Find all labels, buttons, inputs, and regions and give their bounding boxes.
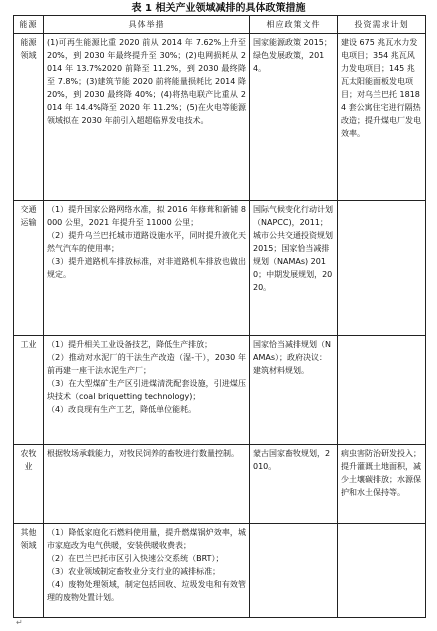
- row-investment: [338, 336, 426, 445]
- row-policy: 国际气候变化行动计划（NAPCC)，2011；城市公共交通投资规划 2015；国家恰当减排规划（NAMAs) 2010；中期发展规划，2020。: [250, 201, 338, 336]
- table-row: [14, 445, 426, 524]
- row-policy: 国家恰当减排规划（NAMAs）；政府决议：建筑材料规划。: [250, 336, 338, 445]
- row-policy: [250, 524, 338, 618]
- measure-item: （1）提升相关工业设备技艺，降低生产排放；: [47, 340, 213, 349]
- measure-item: （4）废物处理领域，制定包括回收、垃圾发电和有效管理的废物处置计划。: [47, 580, 246, 602]
- row-domain: 其他领域: [14, 524, 44, 618]
- measure-item: （2）提升乌兰巴托城市道路设施水平，同时提升液化天然气汽车的使用率；: [47, 231, 246, 253]
- row-domain: 交通运输: [14, 201, 44, 336]
- measure-item: (1)可再生能源比重 2020 前从 2014 年 7.62%上升至 20%，到 2030 年最终提升至 30%；(2)电网损耗从 2014 年 13.7%2020 前降至 11.2%，到 2030 最终降至 7.8%；(3)建筑节能 2020 前将能量损耗比 2014 降 20%，到 2030 最终降 40%；(4)将热电联产比重从 2014 年 14.4%降至 2020 年 11.2%；(5)在火电等能源领域拟在 2030 年前引入超超临界发电技术。: [47, 38, 246, 125]
- column-header-investment: 投资需求计划: [338, 16, 426, 34]
- policy-table: [13, 15, 426, 618]
- measure-item: （3）农业领域制定畜牧业分支行业的减排标准；: [47, 567, 221, 576]
- measure-item: （1）提升国家公路网络水准，拟 2016 年修葺和新铺 8000 公里，2021 年提升至 11000 公里；: [47, 205, 246, 227]
- measure-item: 根据牧场承载能力，对牧民饲养的畜牧进行数量控制。: [47, 449, 239, 458]
- table-title: 表 1 相关产业领域减排的具体政策措施: [131, 3, 306, 14]
- measure-item: （4）改良现有生产工艺，降低单位能耗。: [47, 405, 197, 414]
- row-investment: 病虫害防治研发投入；提升灌溉土地面积，减少土壤碳排放；水源保护和水土保持等。: [338, 445, 426, 524]
- row-policy: 蒙古国家畜牧规划，2010。: [250, 445, 338, 524]
- row-investment: 建设 675 兆瓦水力发电项目；354 兆瓦风力发电项目；145 兆瓦太阳能面板发电项目；对乌兰巴托 18184 套公寓住宅进行隔热改造；提升煤电厂发电效率。: [338, 34, 426, 201]
- column-header-measures: 具体举措: [44, 16, 250, 34]
- measure-item: （3）提升道路机车排放标准，对非道路机车排放也做出规定。: [47, 257, 246, 279]
- paragraph-mark-icon: ↵: [16, 618, 23, 627]
- measure-item: （3）在大型煤矿生产区引进煤清洗配套设施，引进煤压块技术（coal briquetting technology)；: [47, 379, 246, 401]
- table-row: [14, 524, 426, 618]
- column-header-policy: 相应政策文件: [250, 16, 338, 34]
- row-measures: [44, 524, 250, 618]
- row-domain: 工业: [14, 336, 44, 445]
- column-header-domain: 能源: [14, 16, 44, 34]
- table-row: [14, 336, 426, 445]
- row-measures: [44, 445, 250, 524]
- header-row: [14, 16, 426, 34]
- measure-item: （2）推动对水泥厂的干法生产改造（湿-干），2030 年前再建一座干法水泥生产厂；: [47, 353, 246, 375]
- row-measures: [44, 201, 250, 336]
- row-policy: 国家能源政策 2015；绿色发展政策，2014。: [250, 34, 338, 201]
- row-measures: [44, 336, 250, 445]
- measure-item: （1）降低家庭化石燃料使用量，提升燃煤锅炉效率，城市家庭改为电气供暖，安装供暖收费表；: [47, 528, 246, 550]
- row-domain: 能源领域: [14, 34, 44, 201]
- row-investment: [338, 524, 426, 618]
- measure-item: （2）在巴兰巴托市区引入快速公交系统（BRT）；: [47, 554, 224, 563]
- table-row: [14, 34, 426, 201]
- row-domain: 农牧业: [14, 445, 44, 524]
- table-row: [14, 201, 426, 336]
- row-investment: [338, 201, 426, 336]
- row-measures: [44, 34, 250, 201]
